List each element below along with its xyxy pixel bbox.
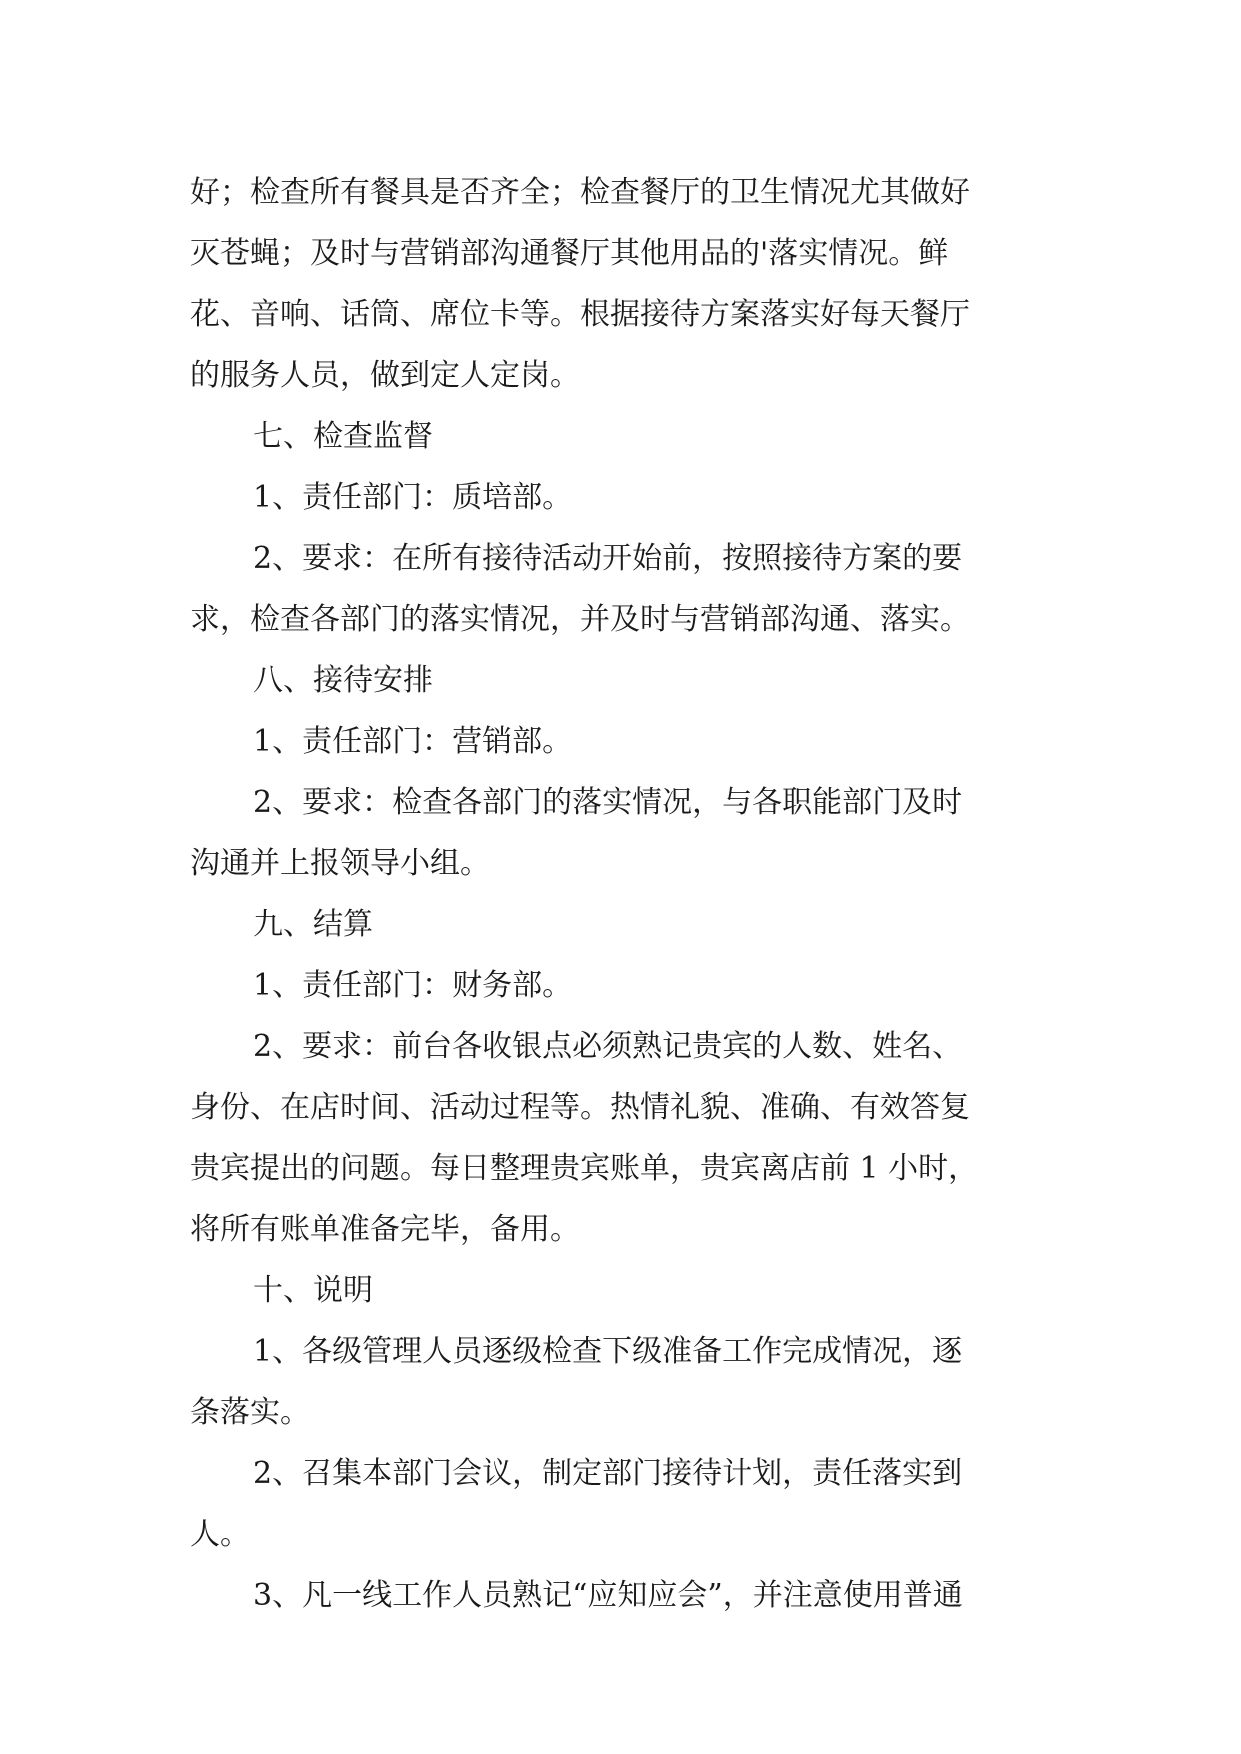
text-line: 2、要求：检查各部门的落实情况，与各职能部门及时 (253, 785, 963, 820)
text-line: 沟通并上报领导小组。 (190, 846, 490, 881)
text-line: 1、各级管理人员逐级检查下级准备工作完成情况，逐 (253, 1334, 963, 1369)
text-line: 花、音响、话筒、席位卡等。根据接待方案落实好每天餐厅 (190, 297, 970, 332)
section-heading: 十、说明 (253, 1273, 373, 1308)
text-line: 条落实。 (190, 1395, 310, 1430)
text-line: 2、要求：在所有接待活动开始前，按照接待方案的要 (253, 541, 963, 576)
text-line: 2、要求：前台各收银点必须熟记贵宾的人数、姓名、 (253, 1029, 963, 1064)
text-line: 将所有账单准备完毕，备用。 (190, 1212, 580, 1247)
text-line: 1、责任部门：营销部。 (253, 724, 573, 759)
text-line: 人。 (190, 1517, 250, 1552)
text-line: 灭苍蝇；及时与营销部沟通餐厅其他用品的'落实情况。鲜 (190, 236, 949, 271)
text-line: 求，检查各部门的落实情况，并及时与营销部沟通、落实。 (190, 602, 970, 637)
text-line: 1、责任部门：质培部。 (253, 480, 573, 515)
text-line: 1、责任部门：财务部。 (253, 968, 573, 1003)
section-heading: 八、接待安排 (253, 663, 433, 698)
section-heading: 七、检查监督 (253, 419, 433, 454)
text-line: 3、凡一线工作人员熟记“应知应会”，并注意使用普通 (253, 1578, 963, 1613)
section-heading: 九、结算 (253, 907, 373, 942)
document-body (190, 162, 1060, 1626)
text-line: 贵宾提出的问题。每日整理贵宾账单，贵宾离店前 1 小时， (190, 1151, 979, 1186)
text-line: 的服务人员，做到定人定岗。 (190, 358, 580, 393)
text-line: 身份、在店时间、活动过程等。热情礼貌、准确、有效答复 (190, 1090, 970, 1125)
text-line: 2、召集本部门会议，制定部门接待计划，责任落实到 (253, 1456, 963, 1491)
text-line: 好；检查所有餐具是否齐全；检查餐厅的卫生情况尤其做好 (190, 175, 970, 210)
